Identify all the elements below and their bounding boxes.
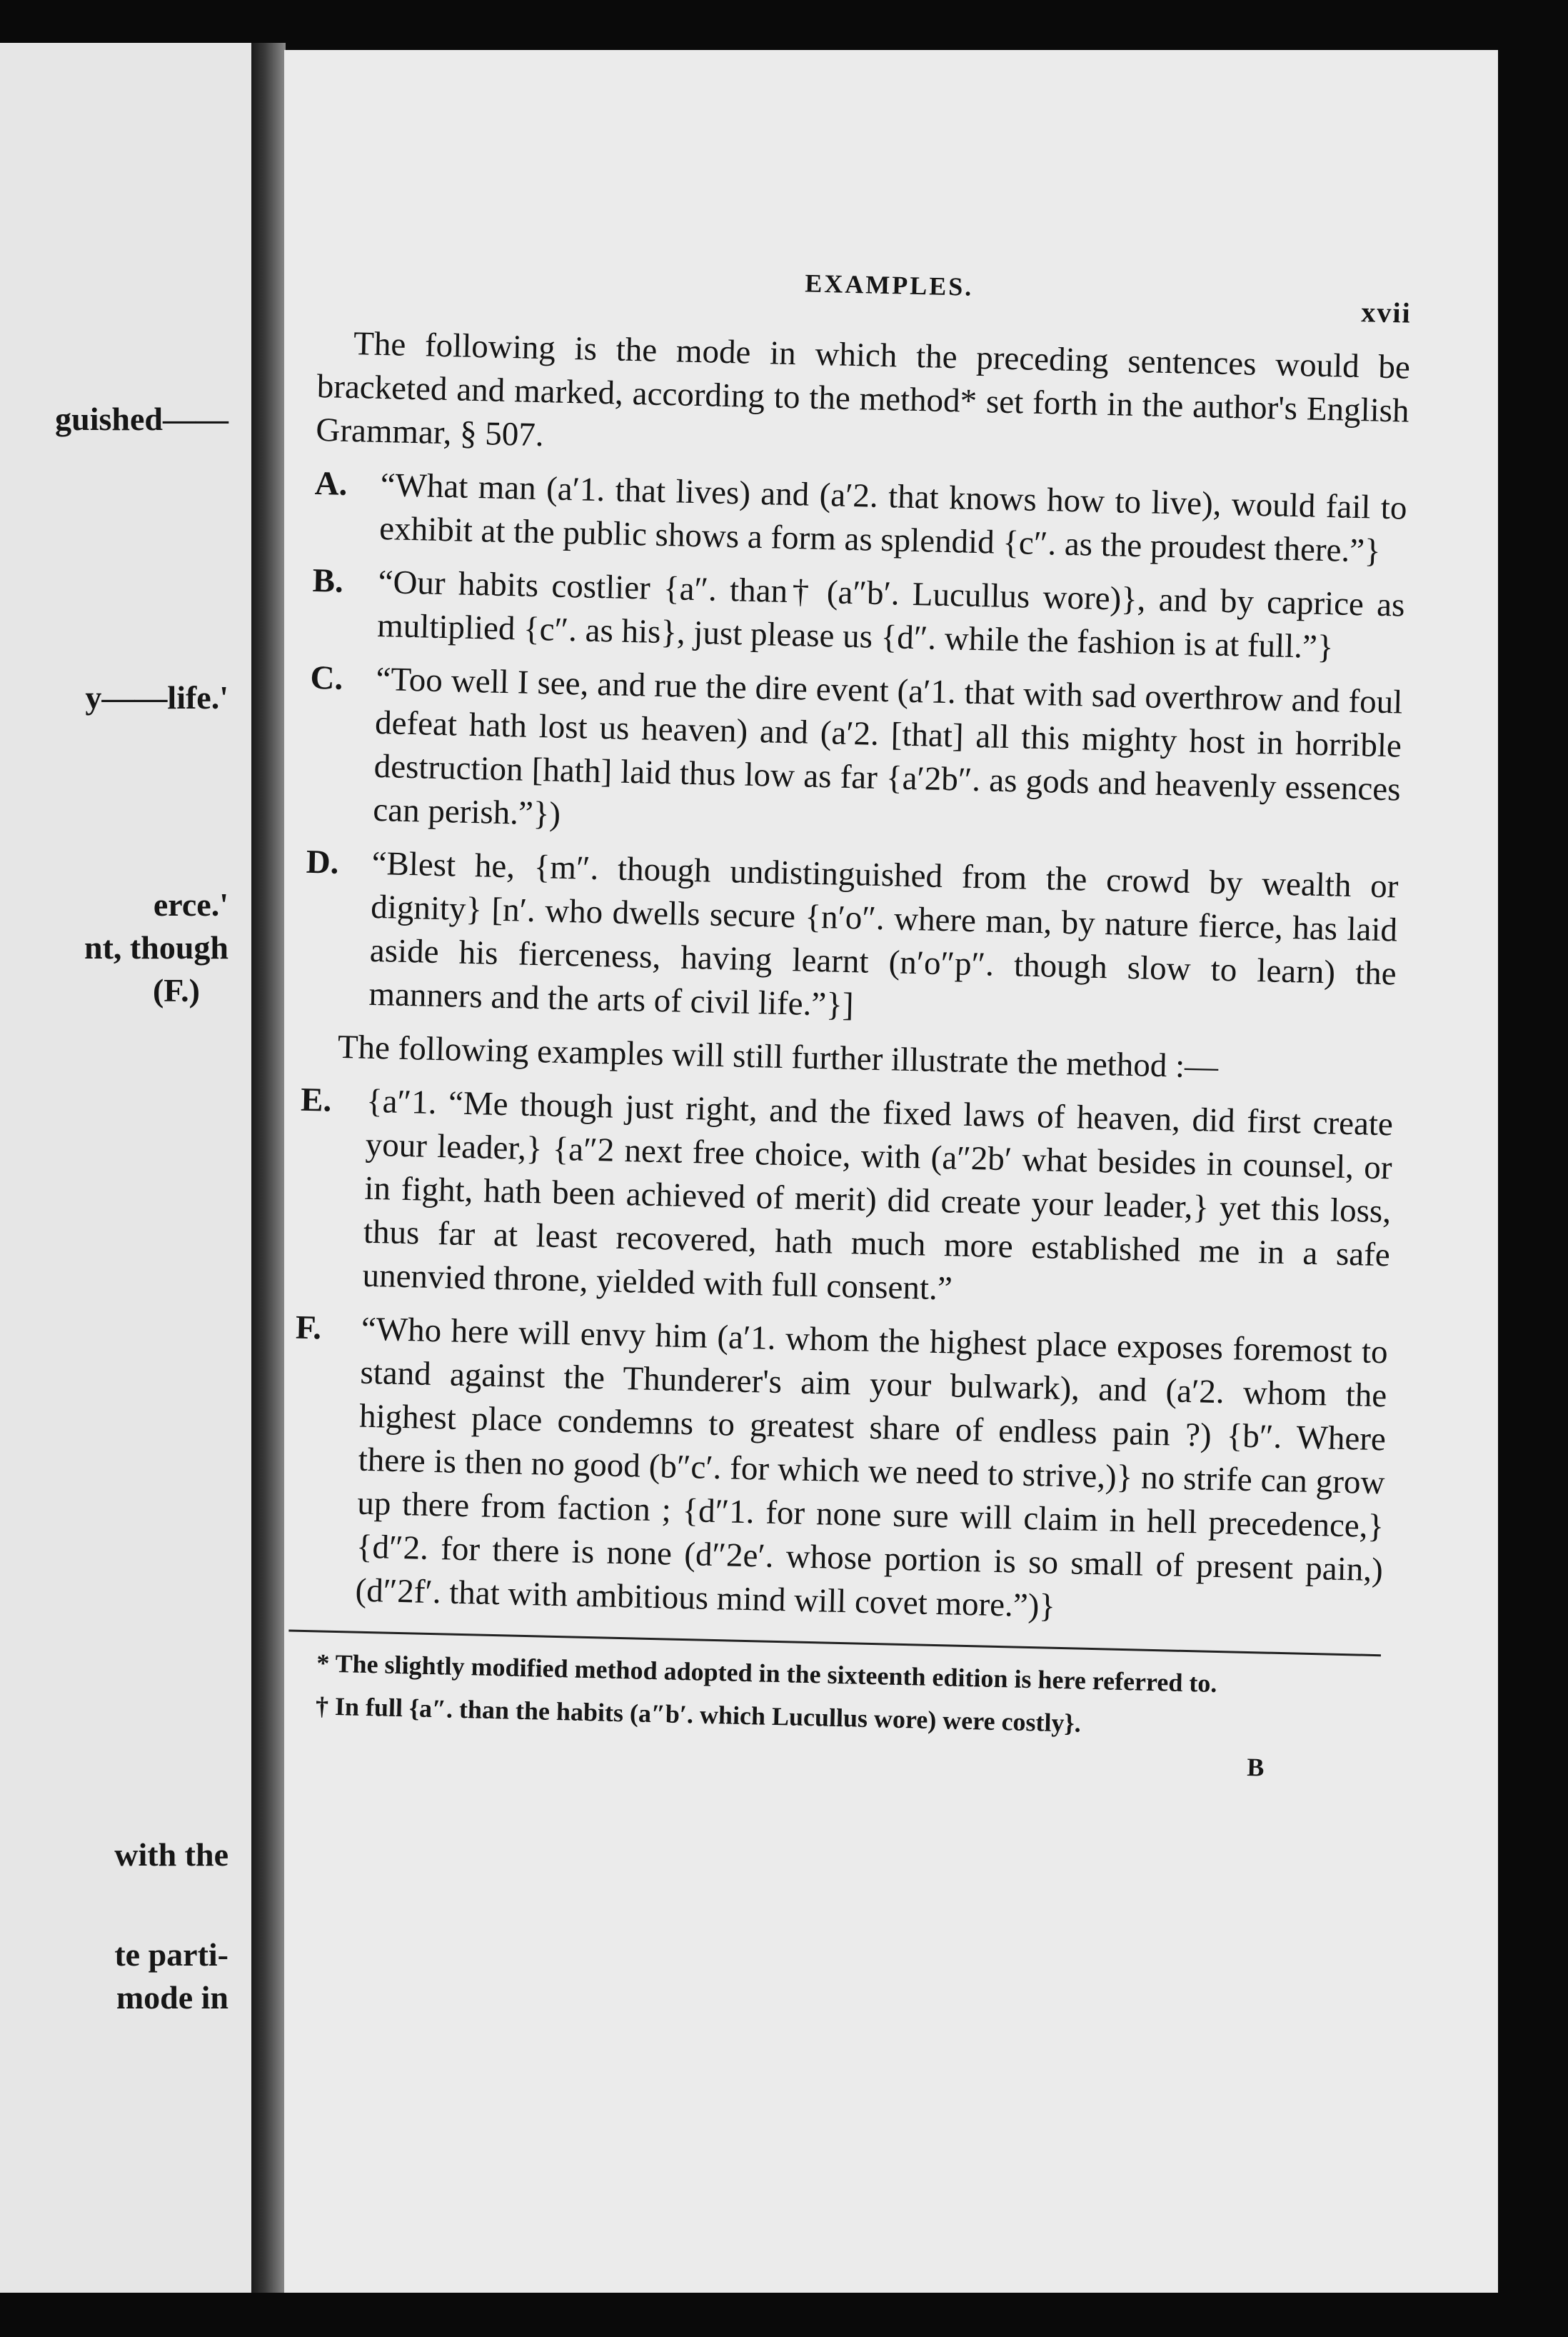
example-b (311, 559, 1405, 671)
example-e (296, 1079, 1394, 1321)
example-label: B. (312, 561, 344, 600)
page-number: xvii (1360, 296, 1412, 329)
example-label: E. (300, 1081, 332, 1119)
facing-page-fragment: erce.' (153, 886, 228, 923)
example-label: D. (306, 843, 340, 881)
example-a (313, 462, 1407, 574)
example-text: “Our habits costlier {a″. than† (a″b′. Lucullus wore)}, and by caprice as multiplied {c″. as his}, just please us {d″. while the fashion is at full.”} (376, 563, 1405, 666)
example-text: “Who here will envy him (a′1. whom the highest place exposes foremost to stand against the Thunderer's aim your bulwark), and (a′2. whom the highest place condemns to greatest share of endless pain ?) {b″. Where there is then no good (b″c′. for which we need to strive,)} no strife can grow up there from faction ; {d″1. for none sure will claim in hell precedence,} {d″2. for there is none (d″2e′. whose portion is so small of present pain,) (d″2f′. that with ambitious mind will covet more.”)} (355, 1310, 1389, 1625)
example-label: C. (310, 659, 343, 697)
example-text: “Blest he, {m″. though undistinguished from the crowd by wealth or dignity} [n′. who dwells secure {n′o″. where man, by nature fierce, has laid aside his fierceness, having learnt (n′o″p″. though slow to learn) the manners and the arts of civil life.”}] (368, 844, 1399, 1024)
facing-page-fragment: te parti- (114, 1936, 228, 1973)
facing-page-fragment: guished—— (55, 401, 228, 437)
example-d (303, 841, 1399, 1040)
example-label: F. (295, 1308, 322, 1347)
facing-page-fragment: mode in (116, 1979, 228, 2016)
facing-page-fragment: nt, though (84, 929, 228, 966)
example-text: {a″1. “Me though just right, and the fixed laws of heaven, did first create your leader,} {a″2 next free choice, with (a″2b′ what besides in counsel, or in fight, hath been achieved of merit) did create your leader,} yet this loss, thus far at least recovered, hath much more established me in a safe unenvied throne, yielded with full consent.” (362, 1082, 1394, 1308)
intro-paragraph: The following is the mode in which the preceding sentences would be bracketed and marked, according to the method* set forth in the author's English Grammar, § 507. (315, 325, 1411, 454)
facing-page-fragment: with the (114, 1836, 228, 1873)
example-text: “What man (a′1. that lives) and (a′2. that knows how to live), would fail to exhibit at the public shows a form as splendid {c″. as the proudest there.”} (378, 466, 1408, 570)
running-head-title: EXAMPLES. (804, 269, 974, 301)
facing-page (0, 43, 261, 2293)
book-page (284, 50, 1498, 2293)
facing-page-fragment: (F.) (152, 972, 200, 1009)
footnote-in-full: † In full {a″. than the habits (a″b′. which Lucullus wore) were costly}. (315, 1691, 1082, 1738)
example-f (289, 1306, 1388, 1636)
example-c (307, 656, 1403, 856)
example-label: A. (314, 464, 348, 503)
transition-paragraph: The following examples will still further illustrate the method :— (337, 1028, 1219, 1086)
signature-mark: B (1246, 1753, 1265, 1782)
page-body (286, 257, 1412, 1785)
facing-page-fragment: y——life.' (85, 679, 228, 716)
footnote-method: * The slightly modified method adopted in the sixteenth edition is here referred to. (316, 1648, 1217, 1698)
book-spine-shadow (251, 43, 286, 2293)
example-text: “Too well I see, and rue the dire event (a′1. that with sad overthrow and foul defeat hath lost us heaven) and (a′2. [that] all this mighty host in horrible destruction [hath] laid thus low as far {a′2b″. as gods and heavenly essences can perish.”}) (372, 660, 1403, 833)
